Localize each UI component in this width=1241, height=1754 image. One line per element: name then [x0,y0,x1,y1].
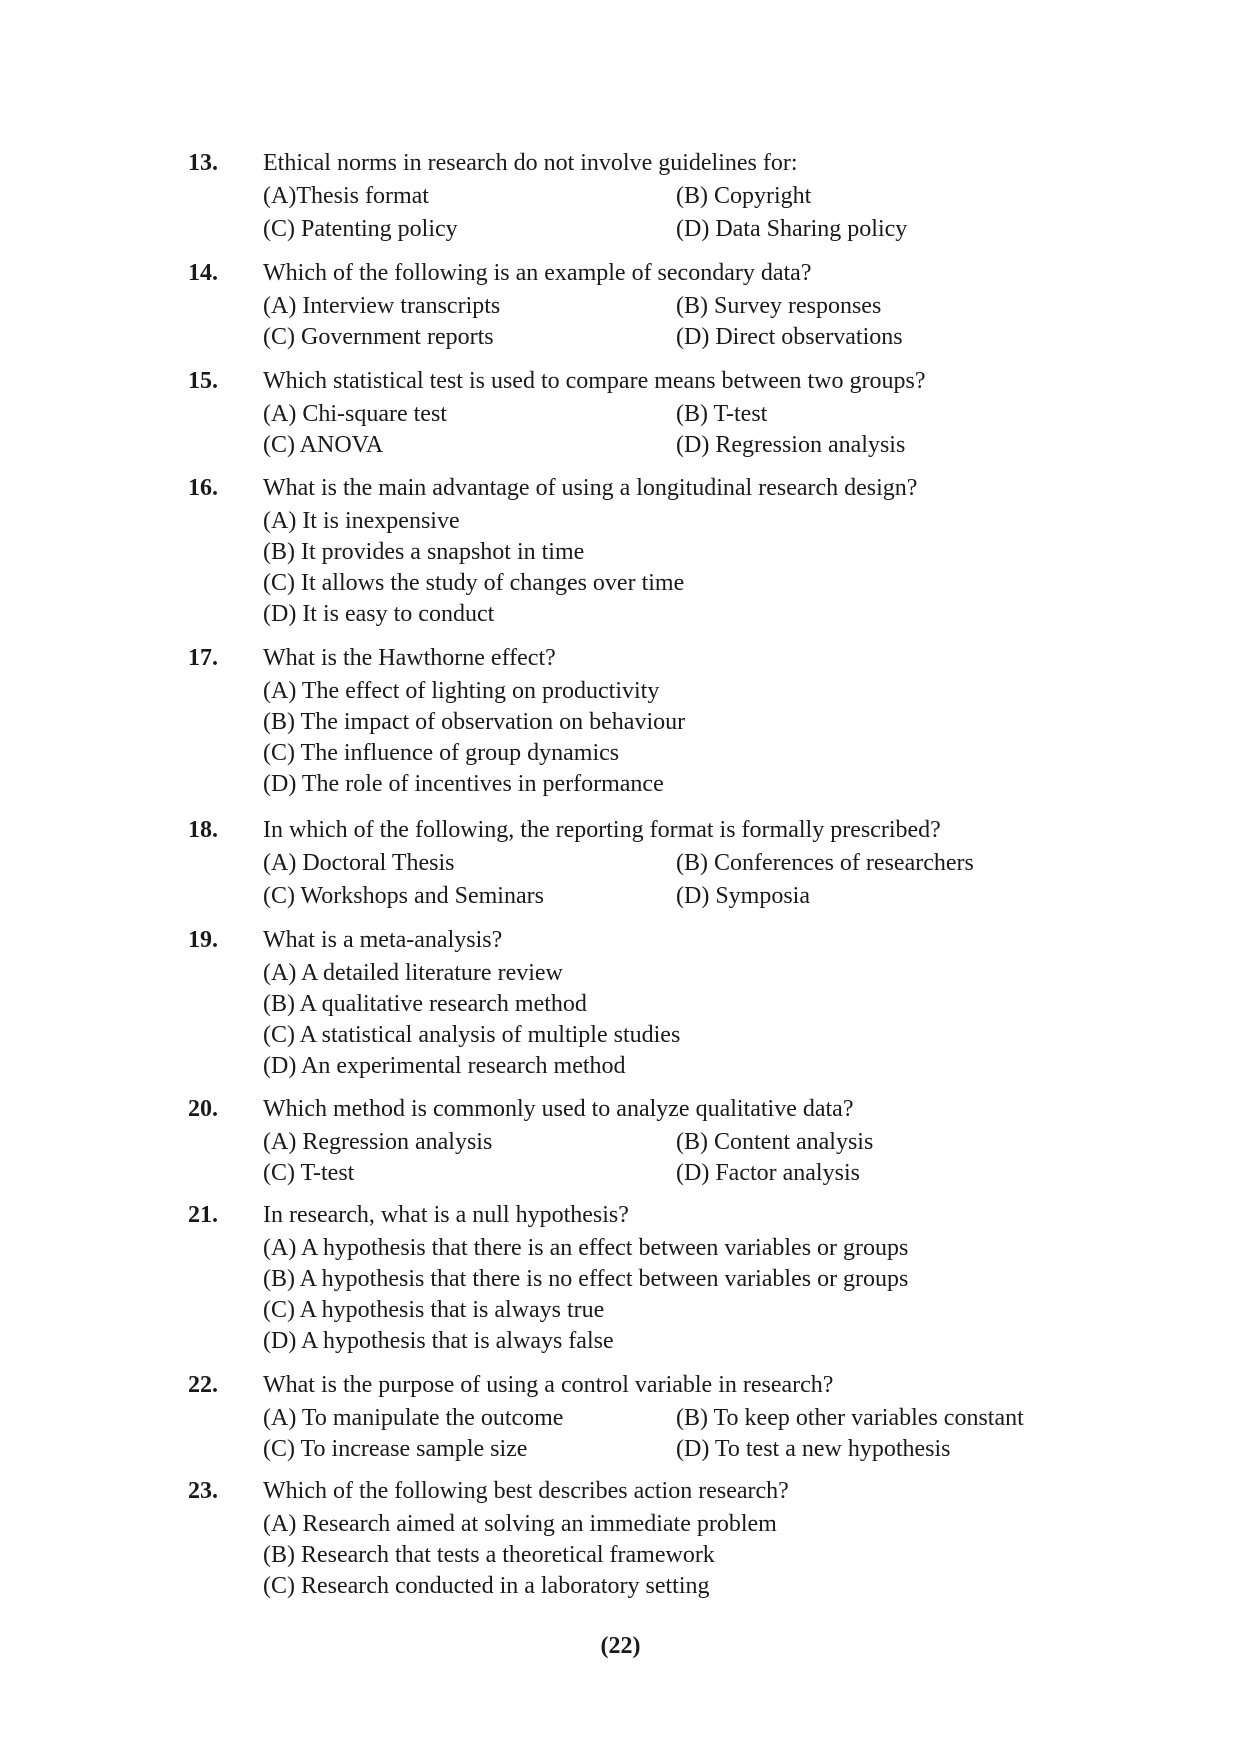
question-number: 18. [188,817,218,843]
option-c: (C) Workshops and Seminars [263,883,544,909]
question-number: 15. [188,368,218,394]
option-a: (A) Chi-square test [263,401,447,427]
option-d: (D) Regression analysis [676,432,906,458]
option-b: (B) To keep other variables constant [676,1405,1024,1431]
option-b: (B) Copyright [676,183,812,209]
option-d: (D) Factor analysis [676,1160,860,1186]
question-number: 20. [188,1096,218,1122]
option-a: (A) To manipulate the outcome [263,1405,564,1431]
question-text: Which of the following is an example of secondary data? [263,260,812,286]
question-text: Ethical norms in research do not involve guidelines for: [263,150,798,176]
option-d: (D) To test a new hypothesis [676,1436,951,1462]
option-b: (B) A hypothesis that there is no effect between variables or groups [263,1266,909,1292]
question-number: 21. [188,1202,218,1228]
option-a: (A) It is inexpensive [263,508,460,534]
question-text: What is the Hawthorne effect? [263,645,556,671]
question-text: In which of the following, the reporting format is formally prescribed? [263,817,941,843]
option-b: (B) T-test [676,401,768,427]
option-c: (C) It allows the study of changes over time [263,570,685,596]
option-d: (D) It is easy to conduct [263,601,495,627]
question-text: In research, what is a null hypothesis? [263,1202,629,1228]
option-a: (A) Research aimed at solving an immediate problem [263,1511,777,1537]
option-d: (D) The role of incentives in performance [263,771,664,797]
option-c: (C) Government reports [263,324,494,350]
option-b: (B) It provides a snapshot in time [263,539,585,565]
option-b: (B) Conferences of researchers [676,850,974,876]
question-text: Which statistical test is used to compare means between two groups? [263,368,926,394]
question-number: 13. [188,150,218,176]
option-b: (B) Research that tests a theoretical framework [263,1542,715,1568]
option-b: (B) The impact of observation on behaviour [263,709,686,735]
option-a: (A) Doctoral Thesis [263,850,455,876]
question-number: 19. [188,927,218,953]
option-d: (D) Direct observations [676,324,903,350]
question-number: 23. [188,1478,218,1504]
option-b: (B) Survey responses [676,293,882,319]
page-number: (22) [600,1633,641,1659]
option-c: (C) Patenting policy [263,216,458,242]
option-a: (A)Thesis format [263,183,429,209]
question-number: 14. [188,260,218,286]
option-c: (C) The influence of group dynamics [263,740,620,766]
question-text: Which of the following best describes action research? [263,1478,789,1504]
option-c: (C) A hypothesis that is always true [263,1297,605,1323]
option-c: (C) ANOVA [263,432,384,458]
option-a: (A) Interview transcripts [263,293,501,319]
question-text: What is a meta-analysis? [263,927,503,953]
option-a: (A) A detailed literature review [263,960,563,986]
option-c: (C) To increase sample size [263,1436,528,1462]
option-d: (D) Data Sharing policy [676,216,908,242]
question-text: Which method is commonly used to analyze qualitative data? [263,1096,854,1122]
option-c: (C) T-test [263,1160,355,1186]
option-a: (A) The effect of lighting on productivity [263,678,660,704]
question-text: What is the main advantage of using a longitudinal research design? [263,475,918,501]
option-c: (C) A statistical analysis of multiple studies [263,1022,681,1048]
option-a: (A) A hypothesis that there is an effect between variables or groups [263,1235,909,1261]
option-b: (B) A qualitative research method [263,991,587,1017]
option-d: (D) An experimental research method [263,1053,626,1079]
option-a: (A) Regression analysis [263,1129,493,1155]
option-b: (B) Content analysis [676,1129,874,1155]
question-number: 16. [188,475,218,501]
option-d: (D) A hypothesis that is always false [263,1328,614,1354]
option-d: (D) Symposia [676,883,810,909]
option-c: (C) Research conducted in a laboratory setting [263,1573,710,1599]
question-number: 17. [188,645,218,671]
question-text: What is the purpose of using a control variable in research? [263,1372,834,1398]
question-number: 22. [188,1372,218,1398]
